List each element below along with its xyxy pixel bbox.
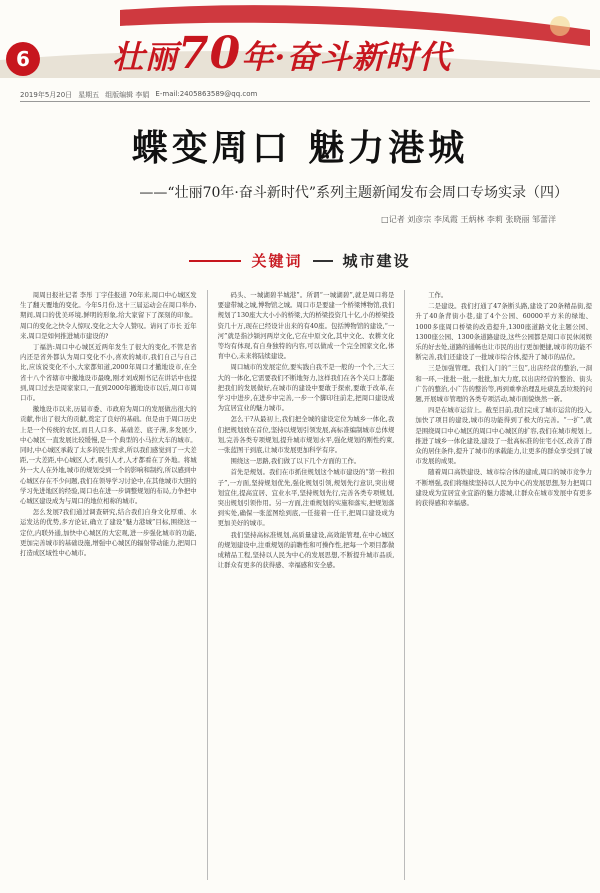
body-paragraph: 怎么干?从最初上,我们把全城的建设定位为城乡一体化,我们把规划放在首位,坚持以规划引领发展,高标准编制城市总体规划,完善各类专项规划,提升城市规划水平,强化规划的刚性约束,一张蓝图干到底,让城市发展更加科学有序。 <box>217 415 395 455</box>
keyword-dash <box>313 260 333 262</box>
body-paragraph: 围绕这一思路,我们做了以下几个方面的工作。 <box>230 457 361 466</box>
page-info-bar <box>20 90 590 100</box>
keyword-left-line <box>189 260 241 262</box>
column-divider <box>404 290 405 880</box>
section-title-post: 年·奋斗新时代 <box>241 38 452 76</box>
body-paragraph: 周口城市的发展定位,要实践自我不是一般的一个个,三大三大的一体化,它需要我们不断地努力,这样我们在各个关口上都能把我们的发展做好,在城市的建设中要敢于探索,要敢于改革,在学习中进步,在进步中完善,一步一个脚印往前走,把周口建设成为宜居宜业的魅力城市。 <box>217 363 395 413</box>
article-body <box>20 290 592 880</box>
keyword-label: 关键词 <box>251 252 303 270</box>
body-paragraph: 撤地设市以来,历届市委、市政府为周口的发展做出很大的贡献,作出了很大的贡献,奠定了良好的基础。但是由于周口历史上是一个传统的农区,而且人口多、基础差、底子薄,多发展少,中心城区一直发展比较缓慢,是一个典型的小马拉大车的城市。同时,中心城区承载了太多的民生需求,所以我们感觉到了一大差距,一大差距,中心城区人才,吸引人才,人才都看在了外地。将城外一大人在外地,城市的规划受到一个的影响和制约,所以感到中心城区存在不少问题,我们在领导学习讨论中,在其他城市大胆的学习先进地区的经验,周口也在进一步调整规划的布局,力争把中心城区建设成为与周口的地位相称的城市。 <box>20 405 197 506</box>
page-number-badge: 6 <box>6 42 40 76</box>
article-subhead: ——“壮丽70年·奋斗新时代”系列主题新闻发布会周口专场实录（四） <box>139 185 568 201</box>
body-paragraph: 三是加强管理。我们入门的“三包”,出店经营的整治,一洞和一环,一批批一批,一批批,加大力度,以出店经营的整治、街头广告的整治,小广告的整治等,再到重拳治理乱吐痰乱丢垃圾的问题,开展城市管理的各类专项活动,城市面貌焕然一新。 <box>415 364 593 404</box>
issue-date: 2019年5月20日 <box>20 91 73 99</box>
body-paragraph: 四是在城市运营上。截至目前,我们完成了城市运营的投入,加快了项目的建设,城市的功能得到了极大的完善。“一扩”,就是围绕周口中心城区的周口中心城区的扩容,我们在城市规划上,推进了城乡一体化建设,建设了一批高标准的住宅小区,改善了群众的居住条件,提升了城市的承载能力,让更多的群众享受到了城市发展的成果。 <box>415 406 593 466</box>
body-paragraph: 我们坚持高标准规划,高质量建设,高效能管理,在中心城区的规划建设中,注重规划的前瞻性和可操作性,把每一个项目都做成精品工程,坚持以人民为中心的发展思想,不断提升城市品质,让群众有更多的获得感、幸福感和安全感。 <box>217 530 395 570</box>
body-paragraph: 周周日报社记者 李彤 丁宇佳报道 70年来,周口中心城区发生了翻天覆地的变化。今年5月份,这十三届运动会在周口举办,期间,周口的优美环境,鲜明的形象,给大家留下了深刻的印象。周口的变化之快令人惊叹,变化之大令人赞叹。请问了市长 近年来,周口是如何推进城市建设的? <box>20 291 197 340</box>
editor-email: E-mail:2405863589@qq.com <box>155 90 258 98</box>
column-divider <box>207 290 208 880</box>
body-paragraph: 丁福浩:周口中心城区近两年发生了很大的变化,不管是省内还是省外都认为周口变化不小,喜欢的城市,我们自己与自己比,应该说变化不小,大家都知道,2000年周口才撤地设市,在全省十八个省辖市中撤地设市最晚,刚才刘成刚书记在讲话中也提到,周口过去是周家家口,一直到2000年撤地设市以后,周口市周口市。 <box>20 343 197 403</box>
issue-weekday: 星期五 <box>78 91 100 99</box>
keyword-value: 城市建设 <box>342 252 411 270</box>
section-title-number: 70 <box>178 28 242 79</box>
body-paragraph: 二是建设。我们打通了47条断头路,建设了20条精品街,提升了40条背街小巷,建了4个公园、60000平方米的绿地、1000多座周口桥梁的改造提升,1300座道路文化主题公园、1300座公园、1300条道路建设,这些公园都是周口市民休闲娱乐的好去处,道路的通畅也让市民的出行更加便捷,城市的功能不断完善,我们还建设了一批城市综合体,提升了城市的品位。 <box>415 302 593 362</box>
info-divider-line <box>20 101 590 102</box>
article-authors: □记者 刘彦宗 李凤霞 王炳林 李莉 张晓丽 邹蕾洋 <box>381 215 556 224</box>
keyword-row <box>0 250 600 271</box>
body-paragraph: 首先是规划。我们在市抓住规划这个城市建设的“第一粒扣子”,一方面,坚持规划优先,强化规划引领,规划先行意识,突出规划宜住,提高宜居、宜业水平,坚持规划先行,完善各类专项规划,突出规划引领作用。另一方面,注重规划的实施和落实,把规划落到实处,确保一张蓝图绘到底,一任接着一任干,把周口建设成为更加美好的城市。 <box>217 468 395 528</box>
body-column-3 <box>415 290 592 880</box>
body-column-2 <box>218 290 395 880</box>
body-paragraph: 随着周口高铁建设、城市综合体的建成,周口的城市竞争力不断增强,我们将继续坚持以人民为中心的发展思想,努力把周口建设成为宜居宜业宜游的魅力港城,让群众在城市发展中有更多的获得感和幸福感。 <box>415 468 593 508</box>
section-banner <box>0 0 600 78</box>
section-title-pre: 壮丽 <box>112 38 179 76</box>
body-paragraph: 怎么发展?我们通过调查研究,结合我们自身文化厚重、水运发达的优势,多方论证,确立了建设“魅力港城”目标,围绕这一定位,内联外通,加快中心城区的大宏观,进一步强化城市的功能,更加完善城市的基础设施,增强中心城区的辐射带动能力,把周口打造成区域性中心城市。 <box>20 508 197 558</box>
body-paragraph: 码头、一城湖碧半城港”。所谓“一城湖碧”,就是周口将是要建带城之城,博物馆之城。周口市是要建一个桥梁博物馆,我们规划了130座大大小小的桥梁,大的桥梁投资几十亿,小的桥梁投资几十万,现在已经设计出来的有40座。包括博物馆的建设,“一河”就是指沙颍河两岸文化,它在中原文化,其中文化、农耕文化等均有体现,有自身独特的内容,可以做成一个完全国家文化,体育中心,未来将陆续建设。 <box>217 291 395 361</box>
page-editor: 组版编辑 李娟 <box>105 91 150 99</box>
section-title <box>112 28 451 79</box>
body-column-1 <box>20 290 197 880</box>
article-headline: 蝶变周口 魅力港城 <box>131 127 469 169</box>
body-paragraph: 工作。 <box>428 291 448 299</box>
